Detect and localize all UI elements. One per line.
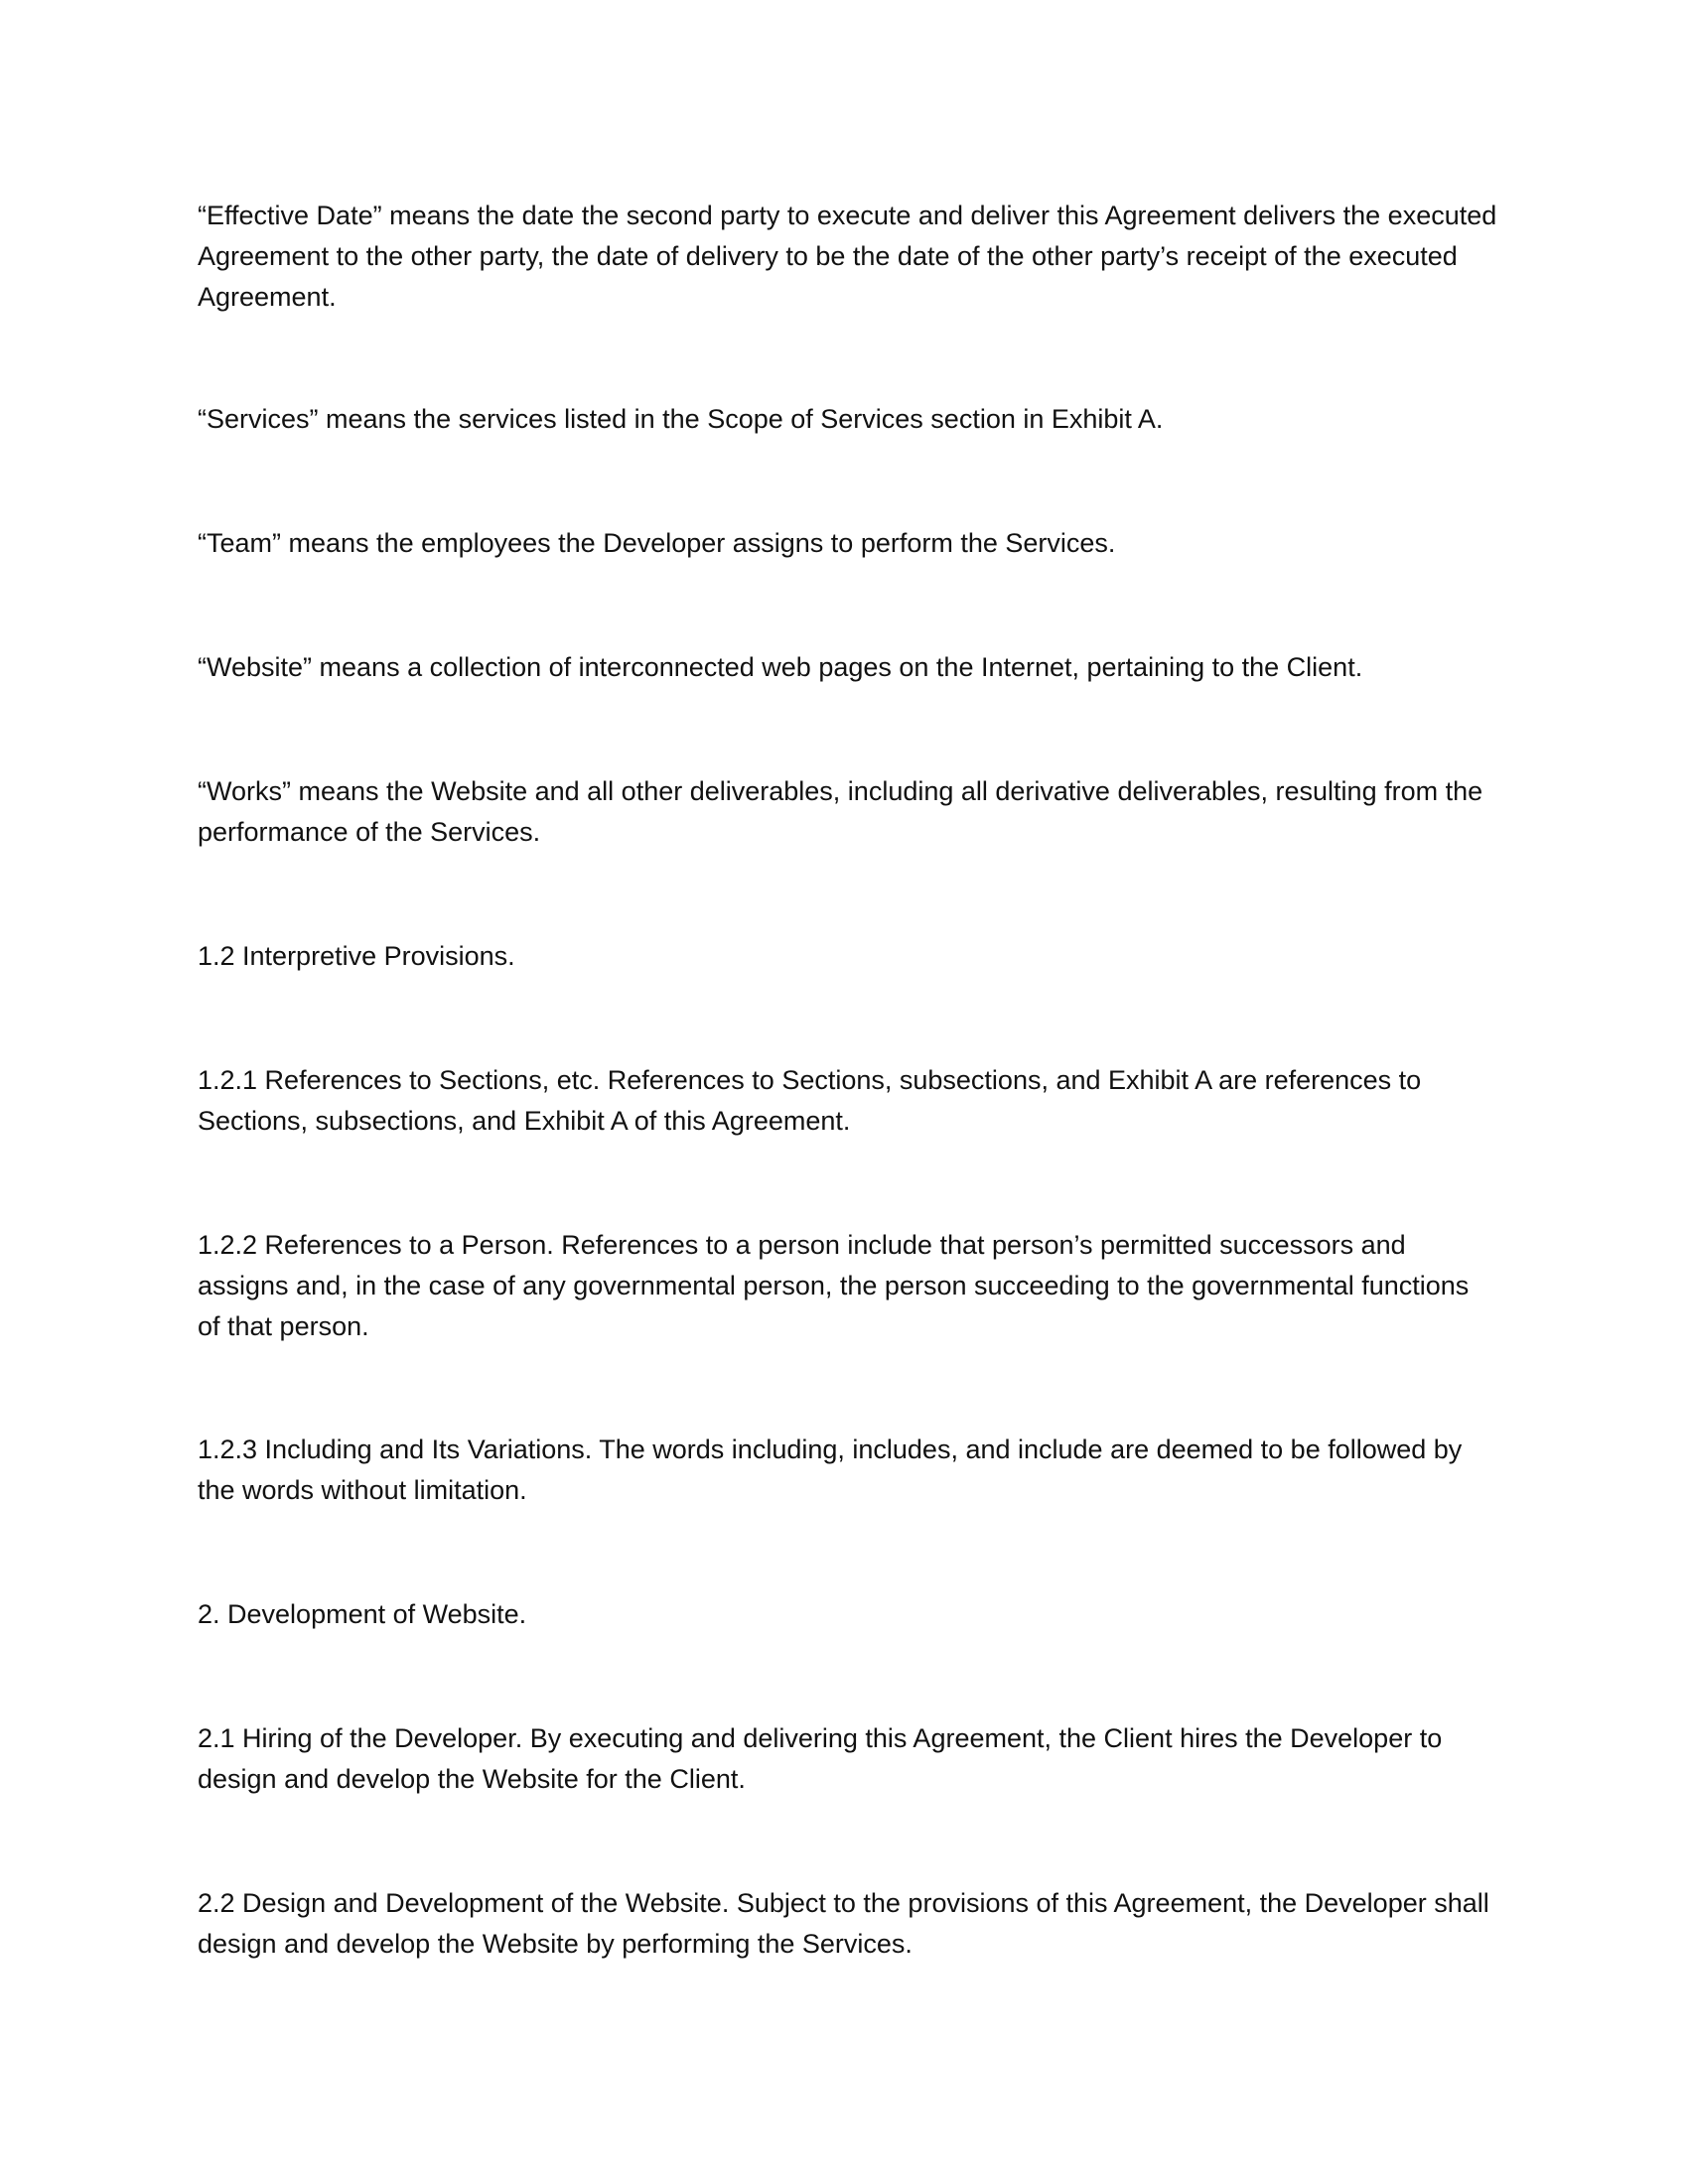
definition-website: “Website” means a collection of interconnected web pages on the Internet, pertaining to the Client. — [198, 652, 1363, 682]
definition-team: “Team” means the employees the Developer assigns to perform the Services. — [198, 528, 1116, 558]
definition-services: “Services” means the services listed in the Scope of Services section in Exhibit A. — [198, 404, 1164, 434]
section-2-heading: 2. Development of Website. — [198, 1599, 527, 1629]
definition-works: “Works” means the Website and all other deliverables, including all derivative deliverables, resulting from the performance of the Services. — [198, 776, 1483, 847]
section-1-2-1: 1.2.1 References to Sections, etc. References to Sections, subsections, and Exhibit A are references to Sections, subsections, and Exhibit A of this Agreement. — [198, 1065, 1422, 1136]
section-2-2: 2.2 Design and Development of the Website. Subject to the provisions of this Agreement, the Developer shall design and develop the Website by performing the Services. — [198, 1888, 1489, 1959]
definition-effective-date: “Effective Date” means the date the second party to execute and deliver this Agreement delivers the executed Agreement to the other party, the date of delivery to be the date of the other party’s receipt of the executed Agreement. — [198, 201, 1497, 312]
section-1-2-heading: 1.2 Interpretive Provisions. — [198, 941, 515, 971]
section-1-2-2: 1.2.2 References to a Person. References to a person include that person’s permitted successors and assigns and, in the case of any governmental person, the person succeeding to the governmental functions of that person. — [198, 1230, 1470, 1341]
section-1-2-3: 1.2.3 Including and Its Variations. The words including, includes, and include are deemed to be followed by the words without limitation. — [198, 1434, 1463, 1505]
section-2-1: 2.1 Hiring of the Developer. By executing and delivering this Agreement, the Client hires the Developer to design and develop the Website for the Client. — [198, 1723, 1443, 1794]
